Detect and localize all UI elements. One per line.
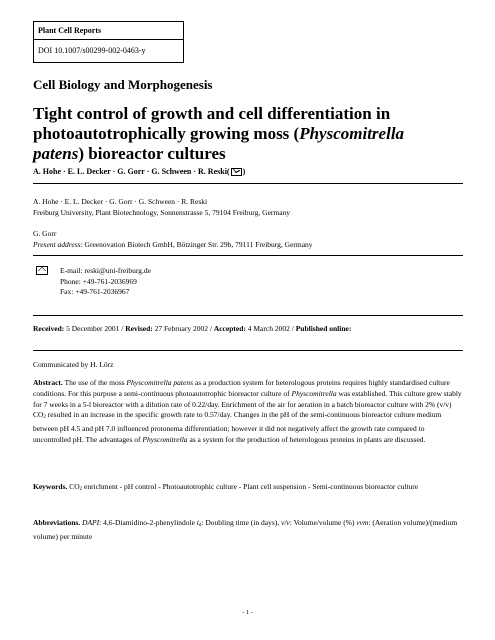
title-line-2: photoautotrophically growing moss ( [33,124,300,143]
divider [33,255,463,256]
contact-phone: Phone: +49-761-2036969 [60,276,137,286]
author-mail-open: ( [226,167,230,176]
abbrev-italic: t [196,518,199,527]
abstract [33,378,463,446]
doi: DOI 10.1007/s00299-002-0463-y [38,46,146,55]
abstract-subscript: 2 [43,415,46,421]
published-label: Published online: [295,324,352,333]
abstract-italic: Physcomitrella [142,434,188,444]
abstract-text: resulted in an increase in the specific growth rate to 0.57/day. Changes in the pH of the semi-continuous bioreactor culture medium between pH 4.5 and pH 7.0 influenced protonema differentiation; however it did not negatively affect the growth rate compared to uncontrolled pH. The advantages of [33,410,442,444]
envelope-icon [36,266,48,275]
abbreviations [33,518,463,543]
contact-email[interactable]: E-mail: reski@uni-freiburg.de [60,266,151,275]
abstract-text: was established. This culture grew stably for 7 weeks in a 5-l bioreactor with a dilution rate of 0.22/day. Enrichment of the air for aeration in a batch bioreactor culture with 2% (v/v) CO [33,388,462,420]
abbrev-italic: DAPI [82,518,100,527]
contact-fax: Fax: +49-761-2036967 [60,287,130,296]
keywords [33,482,463,496]
received-date: 5 December 2001 / [64,324,126,333]
abbrev-italic: vvm [356,518,369,527]
abbrev-text: : 4,6-Diamidino-2-phenylindole [99,518,197,527]
received-label: Received: [33,324,65,333]
keywords-text: CO [67,482,80,491]
present-address-block [33,229,463,250]
revised-label: Revised: [125,324,153,333]
title-species-genus: Physcomitrella [299,124,405,143]
keywords-text: enrichment - pH control - Photoautotrophic culture - Plant cell suspension - Semi-continuous bioreactor culture [82,482,419,491]
accepted-label: Accepted: [213,324,246,333]
abbrev-italic: v/v [281,518,290,527]
author-names: A. Hohe · E. L. Decker · G. Gorr · G. Schween · R. Reski [33,167,227,176]
header-divider [34,39,183,40]
dates-block [33,324,463,335]
communicated-by: Communicated by H. Lörz [33,360,114,369]
abbrev-text: : Doubling time (in days), [201,518,281,527]
journal-title: Plant Cell Reports [38,26,102,35]
abbrev-text: : (Aeration volume)/(medium volume) per minute [33,518,458,541]
abbreviations-label: Abbreviations. [33,518,81,527]
abstract-italic: Physcomitrella patens [126,378,193,387]
journal-header-box [33,21,184,63]
present-address-name: G. Gorr [33,229,57,238]
keywords-subscript: 2 [79,487,83,492]
abstract-italic: Physcomitrella [291,388,337,398]
divider [33,350,463,351]
author-list [33,167,245,176]
affiliation-block [33,197,463,218]
title-line-3: ) bioreactor cultures [78,144,226,163]
present-address-text: : Greenovation Biotech GmbH, Bötzinger Str. 29b, 79111 Freiburg, Germany [80,239,313,249]
revised-date: 27 February 2002 / [152,324,214,333]
abstract-label: Abstract. [33,378,63,387]
page-number: - 1 - [242,609,253,616]
abbrev-subscript: d [198,523,202,528]
author-mail-close: ) [242,167,246,176]
divider [33,183,463,184]
abstract-text: The use of the moss [62,378,127,387]
abbrev-text: : Volume/volume (%) [289,518,357,527]
contact-block [60,266,151,298]
affiliation-address: Freiburg University, Plant Biotechnology, Sonnenstrasse 5, 79104 Freiburg, Germany [33,207,291,217]
abstract-text: as a production system for heterologous proteins requires highly standardised culture conditions. For this purpose a semi-continuous photoautotrophic bioreactor culture of [33,378,450,398]
abstract-text: as a system for the production of heterologous proteins in plants are discussed. [187,434,426,444]
divider [33,315,463,316]
present-address-label: Present address [33,239,81,249]
section-heading: Cell Biology and Morphogenesis [33,77,213,92]
keywords-label: Keywords. [33,482,68,491]
title-species-epithet: patens [33,144,79,163]
affiliation-names: A. Hohe · E. L. Decker · G. Gorr · G. Schween · R. Reski [33,197,208,206]
accepted-date: 4 March 2002 / [245,324,296,333]
paper-title [33,104,453,164]
envelope-icon[interactable] [231,168,242,176]
title-line-1: Tight control of growth and cell differentiation in [33,104,391,123]
